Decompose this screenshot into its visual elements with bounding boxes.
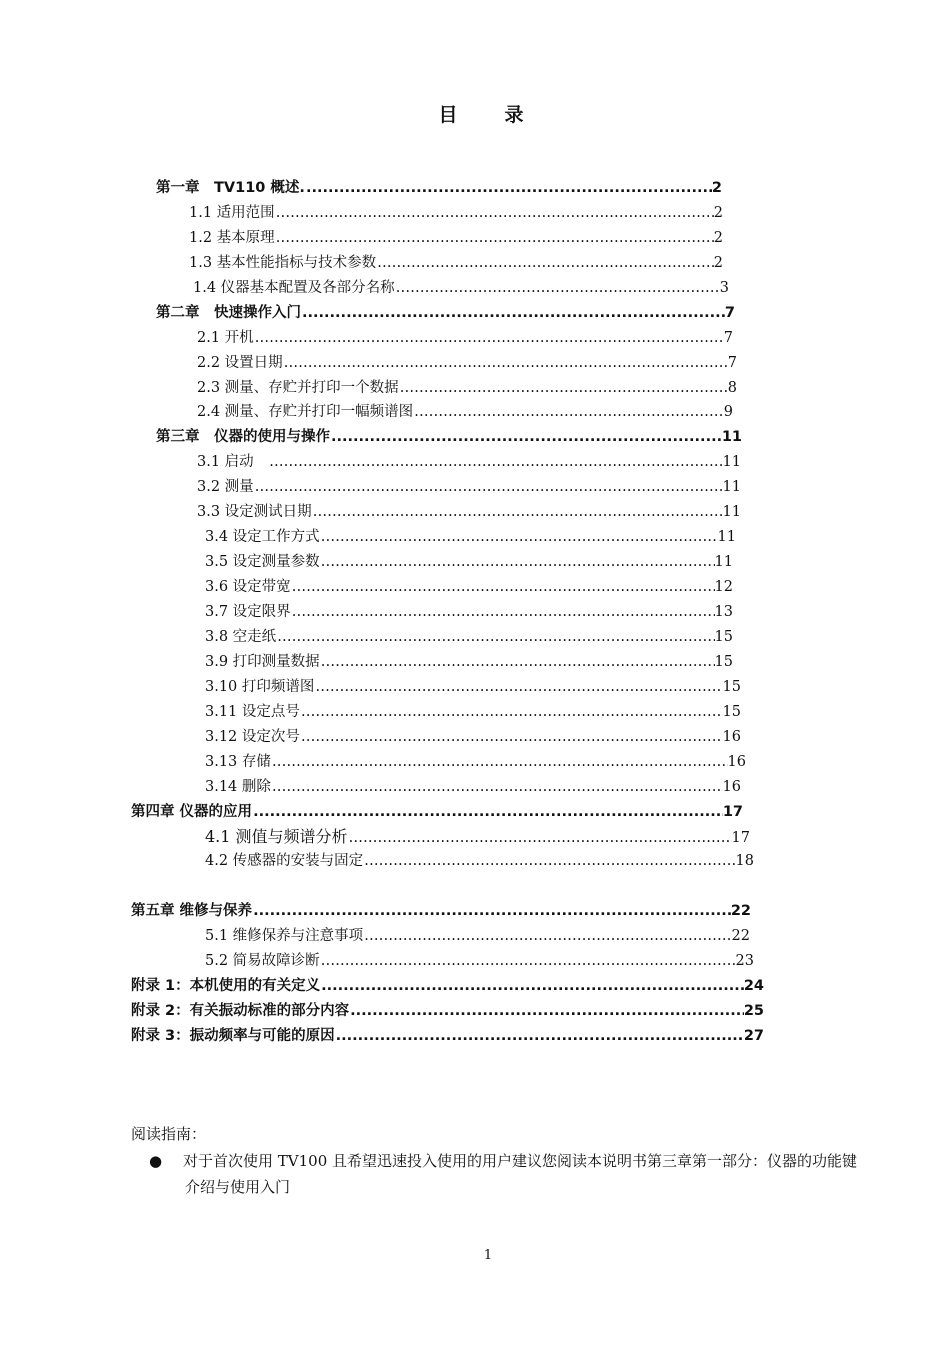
toc-label: 3.5 设定测量参数 (205, 554, 320, 570)
toc-page-number: 25 (743, 1003, 764, 1019)
toc-label: 3.13 存储 (205, 754, 271, 770)
toc-entry[interactable] (156, 176, 722, 198)
toc-page-number: 24 (743, 978, 764, 994)
toc-entry[interactable] (197, 400, 733, 422)
toc-entry[interactable] (205, 625, 733, 647)
toc-page-number: 2 (713, 230, 723, 246)
toc-entry[interactable] (156, 301, 735, 323)
toc-entry[interactable] (197, 376, 737, 398)
toc-entry[interactable] (205, 775, 741, 797)
toc-entry[interactable] (205, 949, 754, 971)
toc-entry[interactable] (197, 326, 733, 348)
toc-entry[interactable] (205, 575, 733, 597)
toc-page-number: 11 (722, 504, 741, 520)
toc-page-number: 17 (722, 804, 743, 820)
toc-label: 3.3 设定测试日期 (197, 504, 312, 520)
toc-entry[interactable] (131, 974, 764, 996)
toc-label: 2.2 设置日期 (197, 355, 283, 371)
toc-leader (300, 729, 723, 745)
toc-label: 2.3 测量、存贮并打印一个数据 (197, 380, 399, 396)
toc-entry[interactable] (156, 425, 742, 447)
toc-label: 2.4 测量、存贮并打印一幅频谱图 (197, 404, 414, 420)
toc-label: 3.1 启动 (197, 454, 269, 470)
toc-page-number: 15 (714, 629, 733, 645)
toc-entry[interactable] (205, 675, 741, 697)
toc-entry[interactable] (197, 475, 741, 497)
toc-leader (275, 205, 714, 221)
toc-leader (268, 454, 722, 470)
toc-label: 2.1 开机 (197, 330, 254, 346)
toc-leader (399, 380, 728, 396)
toc-label: 第四章 仪器的应用 (131, 804, 253, 820)
toc-entry[interactable] (205, 525, 736, 547)
toc-label: 3.11 设定点号 (205, 704, 300, 720)
toc-page-number: 11 (721, 429, 742, 445)
toc-page-number: 15 (722, 679, 741, 695)
toc-leader (320, 953, 736, 969)
toc-entry[interactable] (197, 500, 741, 522)
toc-page-number: 11 (722, 454, 741, 470)
page-number: 1 (483, 1248, 493, 1263)
toc-entry[interactable] (205, 849, 754, 871)
toc-label: 1.3 基本性能指标与技术参数 (189, 255, 377, 271)
toc-page-number: 11 (722, 479, 741, 495)
toc-leader (348, 830, 732, 846)
toc-entry[interactable] (205, 600, 733, 622)
toc-label: 3.2 测量 (197, 479, 254, 495)
toc-page-number: 16 (727, 754, 746, 770)
toc-leader (283, 355, 728, 371)
toc-leader (275, 230, 714, 246)
toc-leader (301, 305, 725, 321)
toc-entry[interactable] (189, 251, 723, 273)
toc-leader (320, 654, 715, 670)
toc-leader (376, 255, 714, 271)
toc-entry[interactable] (197, 351, 737, 373)
toc-page-number: 12 (714, 579, 733, 595)
toc-entry[interactable] (131, 1024, 764, 1046)
toc-leader (254, 330, 724, 346)
toc-entry[interactable] (193, 276, 729, 298)
toc-leader (271, 754, 728, 770)
toc-label: 1.1 适用范围 (189, 205, 275, 221)
toc-entry[interactable] (189, 226, 723, 248)
toc-page-number: 2 (713, 205, 723, 221)
toc-label: 附录 3：振动频率与可能的原因 (131, 1028, 335, 1044)
toc-leader (320, 978, 744, 994)
toc-label: 3.8 空走纸 (205, 629, 277, 645)
toc-leader (254, 479, 723, 495)
toc-label: 附录 1：本机使用的有关定义 (131, 978, 321, 994)
toc-entry[interactable] (205, 725, 741, 747)
toc-page-number: 8 (727, 380, 737, 396)
toc-leader (320, 554, 715, 570)
toc-entry[interactable] (205, 700, 741, 722)
toc-leader (291, 579, 715, 595)
bullet-icon: ● (149, 1152, 163, 1170)
toc-leader (349, 1003, 744, 1019)
toc-page-number: 2 (711, 180, 722, 196)
toc-leader (413, 404, 724, 420)
toc-page-number: 15 (714, 654, 733, 670)
toc-label: 4.2 传感器的安装与固定 (205, 853, 364, 869)
toc-label: 3.7 设定限界 (205, 604, 291, 620)
toc-leader (276, 629, 714, 645)
toc-page-number: 22 (731, 928, 750, 944)
reading-guide-text: 对于首次使用 TV100 且希望迅速投入使用的用户建议您阅读本说明书第三章第一部分：仪器的功能键介绍与使用入门 (183, 1152, 858, 1196)
toc-page-number: 16 (722, 779, 741, 795)
toc-entry[interactable] (131, 800, 743, 822)
toc-entry[interactable] (205, 650, 733, 672)
toc-leader (252, 804, 723, 820)
toc-page-number: 3 (719, 280, 729, 296)
toc-leader (300, 704, 723, 720)
toc-page-number: 11 (714, 554, 733, 570)
toc-leader (291, 604, 715, 620)
toc-page-number: 7 (727, 355, 737, 371)
toc-entry[interactable] (205, 550, 733, 572)
toc-leader (252, 903, 731, 919)
toc-label: 3.9 打印测量数据 (205, 654, 320, 670)
toc-page-number: 16 (722, 729, 741, 745)
toc-page-number: 15 (722, 704, 741, 720)
toc-entry[interactable] (205, 750, 746, 772)
toc-label: 3.10 打印频谱图 (205, 679, 315, 695)
toc-label: 1.2 基本原理 (189, 230, 275, 246)
toc-leader (305, 180, 712, 196)
toc-leader (395, 280, 720, 296)
toc-leader (314, 679, 722, 695)
toc-page-number: 18 (735, 853, 754, 869)
toc-entry[interactable] (131, 899, 751, 921)
toc-label: 3.4 设定工作方式 (205, 529, 320, 545)
reading-guide-heading: 阅读指南： (131, 1125, 207, 1143)
toc-label: 第一章 TV110 概述. (156, 180, 305, 196)
toc-leader (271, 779, 723, 795)
toc-label: 4.1 测值与频谱分析 (205, 827, 348, 846)
toc-page-number: 2 (713, 255, 723, 271)
toc-label: 附录 2：有关振动标准的部分内容 (131, 1003, 350, 1019)
toc-label: 5.1 维修保养与注意事项 (205, 928, 364, 944)
toc-label: 第五章 维修与保养 (131, 903, 253, 919)
toc-page-number: 13 (714, 604, 733, 620)
toc-entry[interactable] (205, 924, 750, 946)
toc-label: 第三章 仪器的使用与操作 (156, 429, 330, 445)
toc-page-number: 27 (743, 1028, 764, 1044)
toc-label: 3.12 设定次号 (205, 729, 300, 745)
toc-label: 3.6 设定带宽 (205, 579, 291, 595)
toc-page-number: 9 (723, 404, 733, 420)
toc-page-number: 22 (730, 903, 751, 919)
toc-label: 第二章 快速操作入门 (156, 305, 301, 321)
page-title: 目 录 (438, 104, 538, 126)
toc-label: 3.14 删除 (205, 779, 271, 795)
toc-entry[interactable] (197, 450, 741, 472)
toc-page-number: 7 (724, 305, 735, 321)
toc-entry[interactable] (189, 201, 723, 223)
toc-page-number: 11 (717, 529, 736, 545)
toc-page-number: 7 (723, 330, 733, 346)
toc-label: 5.2 简易故障诊断 (205, 953, 320, 969)
toc-leader (363, 928, 731, 944)
toc-leader (320, 529, 718, 545)
toc-leader (330, 429, 722, 445)
reading-guide-paragraph (149, 1148, 858, 1200)
toc-leader (312, 504, 723, 520)
toc-page-number: 23 (735, 953, 754, 969)
toc-entry[interactable] (205, 824, 750, 846)
toc-leader (335, 1028, 744, 1044)
toc-label: 1.4 仪器基本配置及各部分名称 (193, 280, 395, 296)
toc-leader (363, 853, 735, 869)
toc-page-number: 17 (731, 830, 750, 846)
toc-entry[interactable] (131, 999, 764, 1021)
